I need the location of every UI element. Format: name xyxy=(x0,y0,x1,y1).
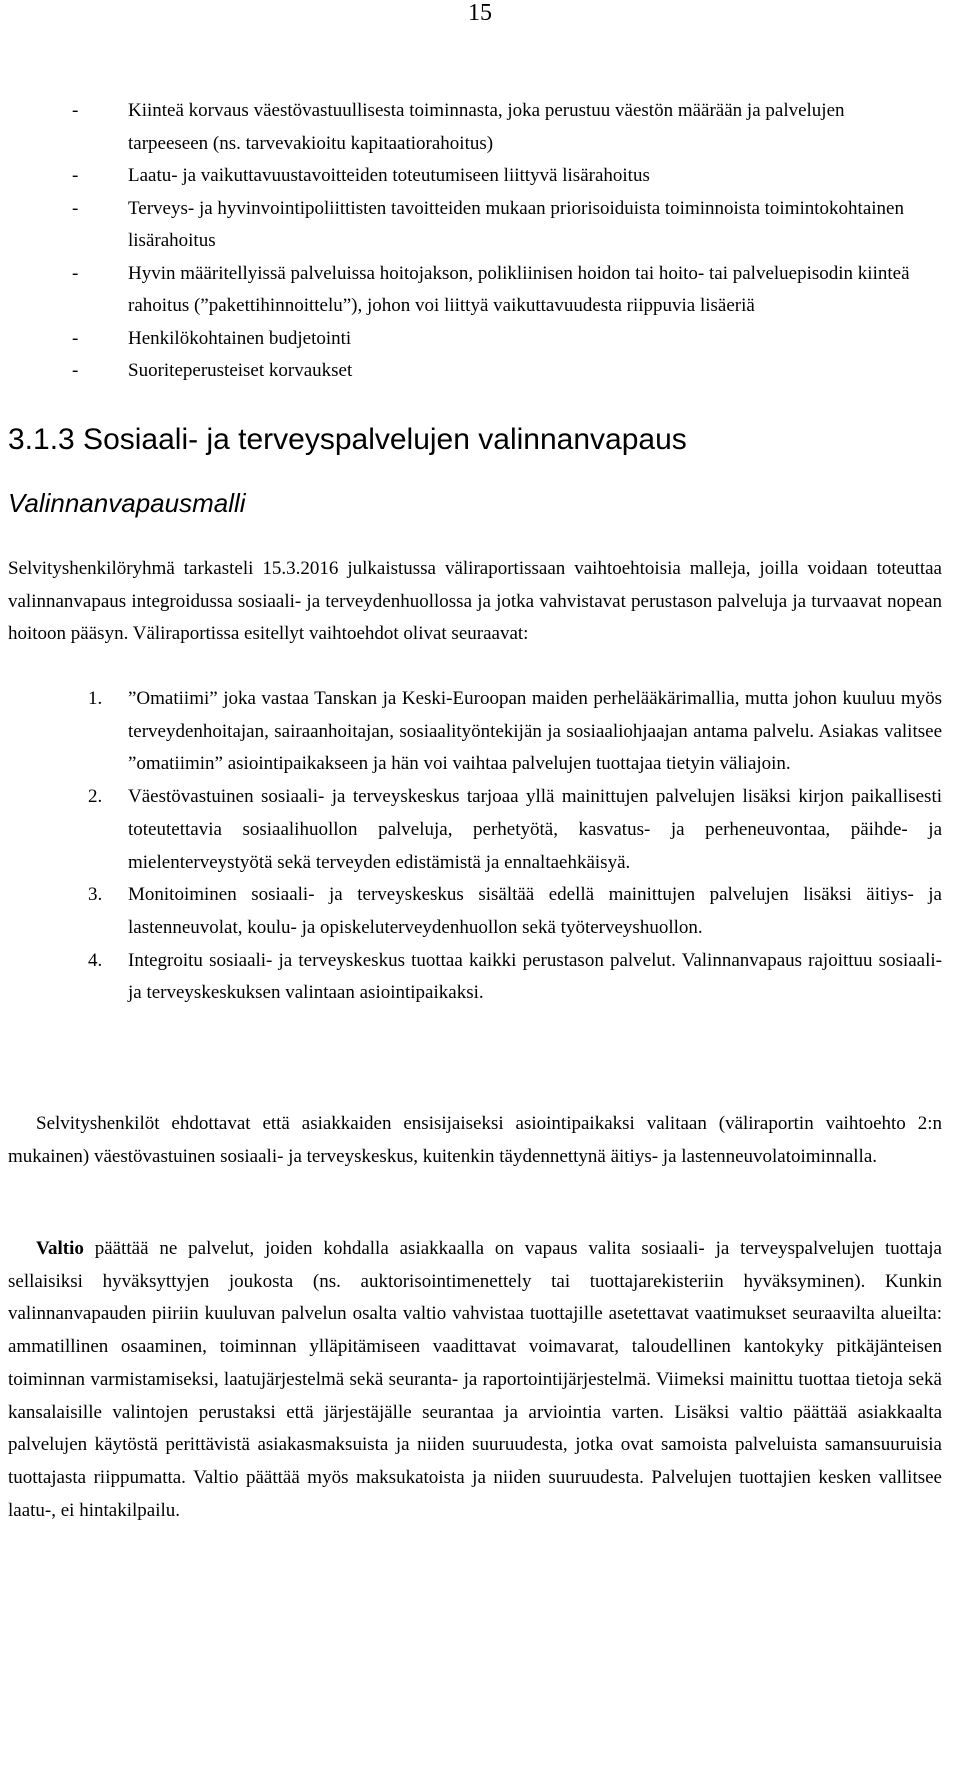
dash-bullet: - xyxy=(72,197,79,219)
list-number: 3. xyxy=(88,884,103,906)
list-item xyxy=(0,355,960,388)
page-number: 15 xyxy=(468,0,492,26)
list-item-text: Kiinteä korvaus väestövastuullisesta toiminnasta, joka perustuu väestön määrään ja palvelujen tarpeeseen (ns. tarvevakioitu kapitaatiorahoitus) xyxy=(128,100,845,154)
subsection-heading: Valinnanvapausmalli xyxy=(8,488,246,518)
state-role-paragraph xyxy=(8,1233,942,1527)
dash-bullet: - xyxy=(72,262,79,284)
list-item-text: Väestövastuinen sosiaali- ja terveyskeskus tarjoaa yllä mainittujen palvelujen lisäksi kirjon paikallisesti toteutettavia sosiaalihuollon palveluja, perhetyötä, kasvatus- ja perheneuvontaa, päihde- ja mielenterveystyötä sekä terveyden edistämistä ja ennaltaehkäisyä. xyxy=(128,786,942,873)
list-item xyxy=(0,160,960,193)
proposal-paragraph: Selvityshenkilöt ehdottavat että asiakkaiden ensisijaiseksi asiointipaikaksi valitaan (väliraportin vaihtoehto 2:n mukainen) väestövastuinen sosiaali- ja terveyskeskus, kuitenkin täydennettynä äitiys- ja lastenneuvolatoiminnalla. xyxy=(8,1113,942,1167)
list-item-text: Suoriteperusteiset korvaukset xyxy=(128,360,353,381)
list-item-text: ”Omatiimi” joka vastaa Tanskan ja Keski-Euroopan maiden perhelääkärimallia, mutta johon kuuluu myös terveydenhoitajan, sairaanhoitajan, sosiaalityöntekijän ja sosiaaliohjaajan antama palvelu. Asiakas valitsee ”omatiimin” asiointipaikakseen ja hän voi vaihtaa palvelujen tuottajaa tietyin väliajoin. xyxy=(128,688,942,775)
list-item xyxy=(0,879,960,944)
dash-bullet: - xyxy=(72,327,79,349)
list-item-text: Integroitu sosiaali- ja terveyskeskus tuottaa kaikki perustason palvelut. Valinnanvapaus rajoittuu sosiaali- ja terveyskeskuksen valintaan asiointipaikaksi. xyxy=(128,949,942,1004)
bold-lead-word: Valtio xyxy=(36,1238,84,1259)
list-item xyxy=(0,258,960,323)
list-item xyxy=(0,95,960,160)
list-item-text: Terveys- ja hyvinvointipoliittisten tavoitteiden mukaan priorisoiduista toiminnoista toimintokohtainen lisärahoitus xyxy=(128,197,904,251)
dash-bullet: - xyxy=(72,100,79,121)
list-item-text: Monitoiminen sosiaali- ja terveyskeskus sisältää edellä mainittujen palvelujen lisäksi äitiys- ja lastenneuvolat, koulu- ja opiskeluterveydenhuollon sekä työterveyshuollon. xyxy=(128,884,942,938)
list-item xyxy=(0,781,960,879)
list-number: 4. xyxy=(88,949,103,971)
options-list xyxy=(0,683,960,1010)
dash-bullet: - xyxy=(72,165,79,186)
paragraph-text: päättää ne palvelut, joiden kohdalla asiakkaalla on vapaus valita sosiaali- ja terveyspalvelujen tuottaja sellaisiksi hyväksyttyjen joukosta (ns. auktorisointimenettely tai tuottajarekisteriin hyväksyminen). Kunkin valinnanvapauden piiriin kuuluvan palvelun osalta valtio vahvistaa tuottajille asetettavat vaatimukset seuraavilta alueilta: ammatillinen osaaminen, toiminnan ylläpitämiseen vaadittavat voimavarat, taloudellinen kantokyky pitkäjänteisen toiminnan varmistamiseksi, laatujärjestelmä sekä seuranta- ja raportointijärjestelmä. Viimeksi mainittu tuottaa tietoja sekä kansalaisille valintojen perustaksi että järjestäjälle seurantaa ja arviointia varten. Lisäksi valtio päättää asiakkaalta palvelujen käytöstä perittävistä asiakasmaksuista ja niiden suuruudesta, jotka ovat samoista palveluista samansuuruisia tuottajasta riippumatta. Valtio päättää myös maksukatoista ja niiden suuruudesta. Palvelujen tuottajien kesken vallitsee laatu-, ei hintakilpailu. xyxy=(8,1238,942,1521)
list-number: 1. xyxy=(88,688,103,709)
list-item-text: Hyvin määritellyissä palveluissa hoitojakson, polikliinisen hoidon tai hoito- tai palveluepisodin kiinteä rahoitus (”pakettihinnoittelu”), johon voi liittyä vaikuttavuudesta riippuvia lisäeriä xyxy=(128,262,910,316)
section-heading: 3.1.3 Sosiaali- ja terveyspalvelujen valinnanvapaus xyxy=(8,423,687,456)
list-number: 2. xyxy=(88,786,103,808)
list-item xyxy=(0,193,960,258)
list-item-text: Henkilökohtainen budjetointi xyxy=(128,327,352,349)
list-item xyxy=(0,945,960,1010)
list-item xyxy=(0,323,960,356)
intro-paragraph: Selvityshenkilöryhmä tarkasteli 15.3.2016 julkaistussa väliraportissaan vaihtoehtoisia malleja, joilla voidaan toteuttaa valinnanvapaus integroidussa sosiaali- ja terveydenhuollossa ja jotka vahvistavat perustason palveluja ja turvaavat nopean hoitoon pääsyn. Väliraportissa esitellyt vaihtoehdot olivat seuraavat: xyxy=(8,558,942,645)
funding-model-list xyxy=(0,95,960,388)
list-item-text: Laatu- ja vaikuttavuustavoitteiden toteutumiseen liittyvä lisärahoitus xyxy=(128,165,650,186)
list-item xyxy=(0,683,960,781)
dash-bullet: - xyxy=(72,360,79,381)
